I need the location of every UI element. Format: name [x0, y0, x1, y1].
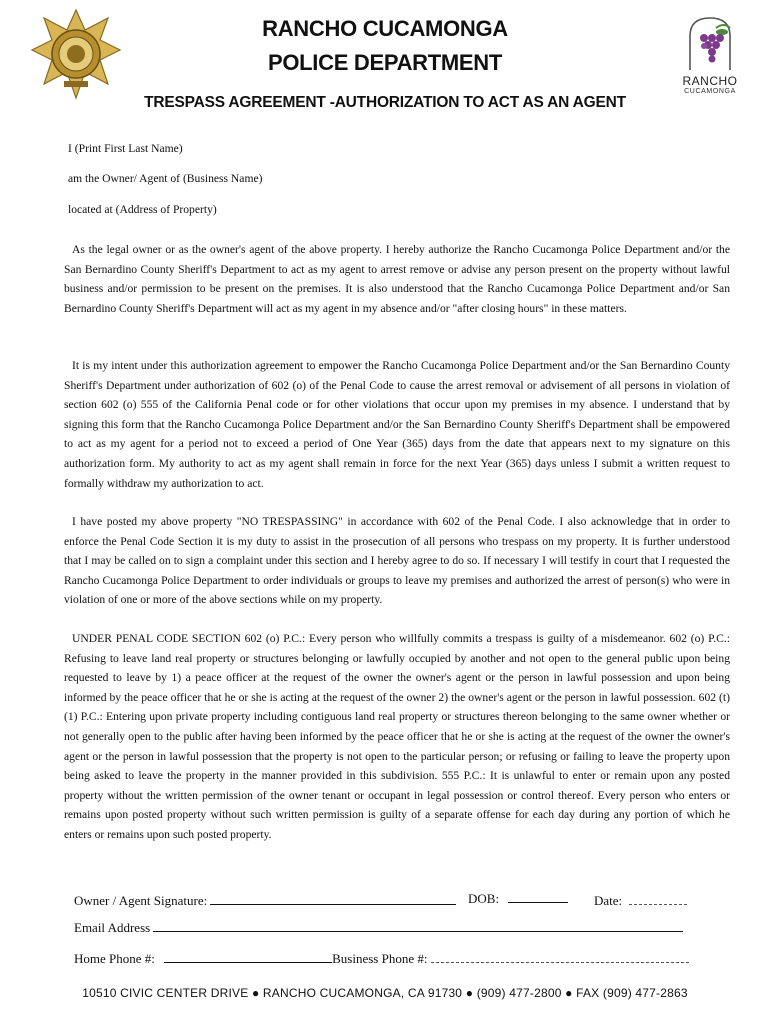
dob-label: DOB: [468, 891, 500, 906]
dob-row [468, 891, 568, 907]
signature-label: Owner / Agent Signature: [74, 893, 208, 908]
email-row [74, 920, 683, 936]
department-title-line1: RANCHO CUCAMONGA [262, 16, 508, 41]
phone-row [74, 951, 689, 967]
logo-city-name: RANCHO [682, 74, 738, 88]
name-field-label[interactable]: I (Print First Last Name) [68, 142, 183, 155]
posting-paragraph: I have posted my above property "NO TRESPASSING" in accordance with 602 of the Penal Code. I also acknowledge that in order to enforce the Penal Code Section it is my duty to assist in the prosecution of all persons who trespass on my property. It is further understood that I may be called on to sign a complaint under this section and I hereby agree to do so. If necessary I will testify in court that I requested the Rancho Cucamonga Police Department to order individuals or groups to leave my premises and authorized the arrest of person(s) who were in violation of one or more of the above sections while on my property. [64, 515, 730, 607]
email-line[interactable] [153, 921, 683, 932]
department-title-line2: POLICE DEPARTMENT [267, 50, 503, 75]
logo-city-subname: CUCAMONGA [684, 88, 736, 95]
home-phone-label: Home Phone #: [74, 951, 155, 966]
signature-row [74, 893, 456, 909]
intent-paragraph: It is my intent under this authorization agreement to empower the Rancho Cucamonga Police Department and/or the San Bernardino County Sheriff's Department under authorization of 602 (o) of the Penal Code to cause the arrest removal or advisement of all persons in violation of section 602 (o) 555 of the California Penal code or for other violations that occur upon my premises in my absence. I understand that by signing this form that the Rancho Cucamonga Police Department and/or the San Bernardino County Sheriff's Department shall be empowered to act as my agent for a period not to exceed a period of One Year (365) days from the date that appears next to my signature on this authorization form. My authority to act as my agent shall remain in force for the next Year (365) days unless I submit a written request to formally withdraw my authorization to act. [64, 359, 730, 490]
penal-code-paragraph: UNDER PENAL CODE SECTION 602 (o) P.C.: Every person who willfully commits a trespass is guilty of a misdemeanor. 602 (o) P.C.: Refusing to leave land real property or structures belonging or lawfully occupied by another and not open to the general public upon being requested to leave by 1) a peace officer at the request of the owner the owner's agent or the person in lawful possession and upon being informed by the peace officer that he or she is acting at the request of the owner 2) the owner's agent or the person in lawful possession. 602 (t)(1) P.C.: Entering upon private property including contiguous land real property or structures thereon belonging to the same owner whether or not generally open to the public after having been informed by the peace officer that he or she is acting at the request of the owner the owner's agent or the person in lawful possession that the property is not open to the particular person; or refusing or failing to leave the property upon being asked to leave the property in the manner provided in this subdivision. 555 P.C.: It is unlawful to enter or remain upon any posted property without the written permission of the owner tenant or occupant in legal possession or control thereof. Every person who enters or remains upon posted property without such written permission is guilty of a separate offense for each day during any portion of which he enters or remains upon such posted property. [64, 632, 730, 841]
business-phone-line[interactable] [431, 952, 689, 963]
business-phone-label: Business Phone #: [332, 951, 428, 966]
address-footer: 10510 CIVIC CENTER DRIVE ● RANCHO CUCAMONGA, CA 91730 ● (909) 477-2800 ● FAX (909) 477-2863 [82, 986, 688, 1000]
home-phone-line[interactable] [164, 952, 332, 963]
date-line[interactable] [629, 894, 687, 905]
dob-line[interactable] [508, 892, 568, 903]
signature-line[interactable] [210, 894, 456, 905]
email-label: Email Address [74, 920, 151, 935]
form-subtitle: TRESPASS AGREEMENT -AUTHORIZATION TO ACT AS AN AGENT [144, 94, 626, 111]
business-field-label[interactable]: am the Owner/ Agent of (Business Name) [68, 172, 263, 185]
date-label: Date: [594, 893, 623, 908]
date-row [594, 893, 687, 909]
authorization-paragraph: As the legal owner or as the owner's agent of the above property. I hereby authorize the Rancho Cucamonga Police Department and/or the San Bernardino County Sheriff's Department to act as my agent to arrest remove or advise any person present on the property without lawful business and/or permission to be present on the premises. It is also understood that the Rancho Cucamonga Police Department and/or San Bernardino County Sheriff's Department will act as my agent in my absence and/or "after closing hours" in these matters. [64, 243, 730, 315]
address-field-label[interactable]: located at (Address of Property) [68, 203, 217, 216]
